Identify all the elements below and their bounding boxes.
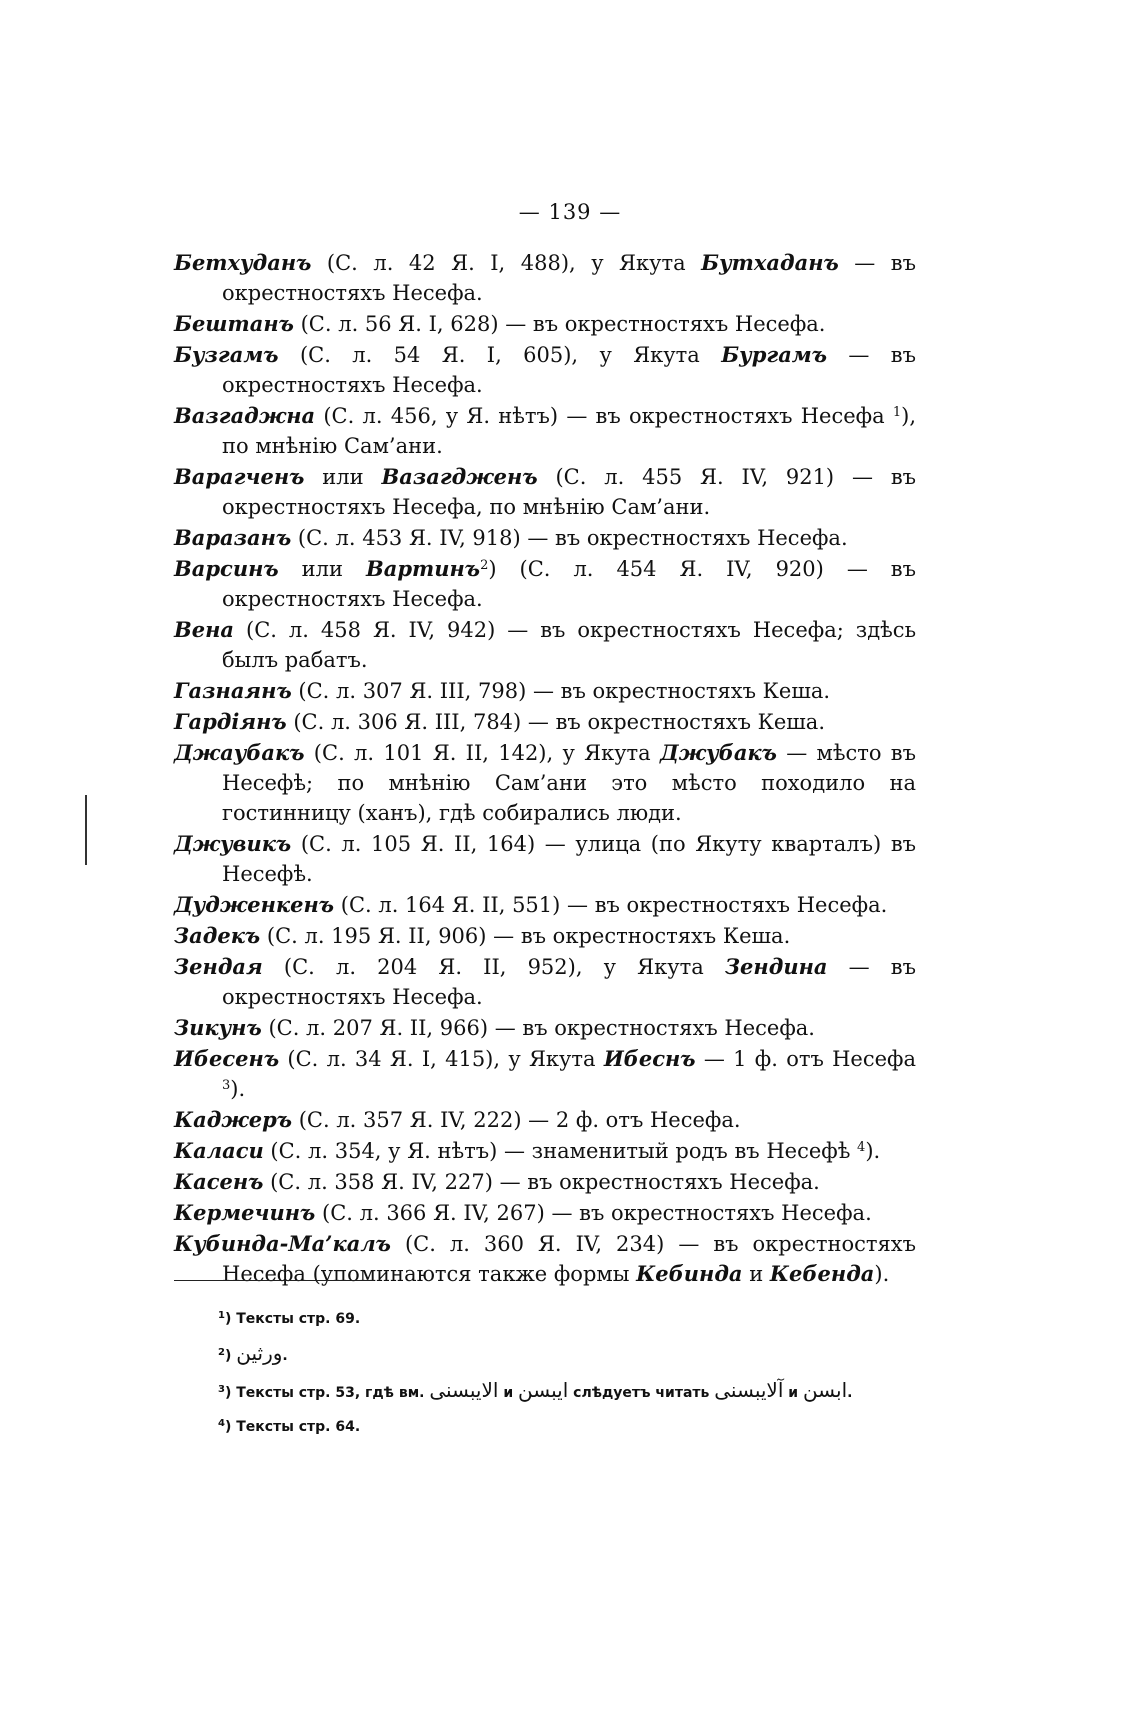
glossary-entry <box>174 1105 916 1135</box>
footnote-text: и <box>498 1385 519 1401</box>
entry-term: Кубинда-Ма’калъ <box>174 1231 391 1256</box>
entry-term: Варсинъ <box>174 556 279 581</box>
entry-term: Джаубакъ <box>174 740 305 765</box>
footnote-number: 4 <box>218 1418 225 1429</box>
footnote-ref: 1 <box>892 405 902 420</box>
glossary-entry <box>174 462 916 522</box>
footnote-ref: 2 <box>480 558 489 573</box>
entry-text: и <box>742 1262 770 1286</box>
glossary-entry <box>174 952 916 1012</box>
glossary-entry <box>174 829 916 889</box>
margin-mark <box>85 795 87 865</box>
entry-variant: Кебенда <box>769 1261 875 1286</box>
entry-text: (С. л. 360 Я. IV, 234) — въ окрестностяхъ Несефа (упоминаются также формы <box>222 1232 916 1286</box>
entry-text: (С. л. 354, у Я. нѣтъ) — знаменитый родъ въ Несефѣ <box>263 1139 858 1163</box>
glossary-entry <box>174 676 916 706</box>
entry-term: Джувикъ <box>174 831 292 856</box>
entry-text: (С. л. 358 Я. IV, 227) — въ окрестностяхъ Несефа. <box>263 1170 820 1194</box>
entry-text: — въ окрестностяхъ Несефа. <box>222 251 916 305</box>
entry-text: (С. л. 455 Я. IV, 921) — въ окрестностяхъ Несефа, по мнѣнію Сам’ани. <box>222 465 917 519</box>
entry-term: Бузгамъ <box>174 342 279 367</box>
entry-term: Вена <box>174 617 235 642</box>
entry-term: Задекъ <box>174 923 261 948</box>
entry-term: Каласи <box>174 1138 264 1163</box>
entry-text: (С. л. 164 Я. II, 551) — въ окрестностяхъ Несефа. <box>334 893 888 917</box>
entry-text: (С. л. 42 Я. I, 488), у Якута <box>311 251 702 275</box>
glossary-entry <box>174 707 916 737</box>
entry-text: (С. л. 105 Я. II, 164) — улица (по Якуту кварталъ) въ Несефѣ. <box>222 832 916 886</box>
arabic-word: الايبسنى <box>429 1378 499 1402</box>
arabic-word: آلايبسنى <box>714 1378 784 1402</box>
footnote <box>218 1373 918 1410</box>
page-number: — 139 — <box>518 200 622 224</box>
entry-term: Ибесенъ <box>174 1046 280 1071</box>
entry-text: — въ окрестностяхъ Несефа. <box>222 955 916 1009</box>
entry-text: (С. л. 34 Я. I, 415), у Якута <box>279 1047 604 1071</box>
entry-text: (С. л. 456, у Я. нѣтъ) — въ окрестностяхъ Несефа <box>315 404 893 428</box>
entry-text: (С. л. 453 Я. IV, 918) — въ окрестностяхъ Несефа. <box>291 526 848 550</box>
entry-variant: Вартинъ <box>365 556 481 581</box>
glossary-entry <box>174 615 916 675</box>
glossary-entry <box>174 1136 916 1166</box>
entry-text: (С. л. 306 Я. III, 784) — въ окрестностяхъ Кеша. <box>286 710 826 734</box>
entry-term: Варагченъ <box>174 464 305 489</box>
footnote-text: и <box>783 1385 803 1401</box>
footnotes <box>218 1302 918 1444</box>
entry-text: ). <box>865 1139 881 1163</box>
glossary-entry <box>174 523 916 553</box>
entry-variant: Ибеснъ <box>603 1046 696 1071</box>
footnote-rule <box>174 1280 374 1281</box>
footnote <box>218 1336 918 1373</box>
footnote-text: ) Тексты стр. 64. <box>224 1419 361 1435</box>
glossary-entry <box>174 1167 916 1197</box>
footnote <box>218 1410 918 1444</box>
entry-text: или <box>278 557 366 581</box>
entry-text: или <box>304 465 382 489</box>
entry-text: (С. л. 195 Я. II, 906) — въ окрестностяхъ Кеша. <box>260 924 791 948</box>
entry-term: Касенъ <box>174 1169 264 1194</box>
entry-text: (С. л. 307 Я. III, 798) — въ окрестностяхъ Кеша. <box>291 679 831 703</box>
entry-variant: Вазагдженъ <box>381 464 538 489</box>
glossary-entry <box>174 248 916 308</box>
arabic-word: ورثين <box>236 1341 283 1365</box>
entry-term: Дудженкенъ <box>174 892 335 917</box>
entry-term: Газнаянъ <box>174 678 292 703</box>
entry-text: ), по мнѣнію Сам’ани. <box>222 404 916 458</box>
glossary-entry <box>174 890 916 920</box>
glossary-entry <box>174 921 916 951</box>
footnote-text: ) Тексты стр. 53, гдѣ вм. <box>224 1385 430 1401</box>
entry-text: (С. л. 56 Я. I, 628) — въ окрестностяхъ Несефа. <box>293 312 826 336</box>
entry-variant: Джубакъ <box>660 740 777 765</box>
entry-text: (С. л. 357 Я. IV, 222) — 2 ф. отъ Несефа. <box>292 1108 741 1132</box>
glossary-entry <box>174 1013 916 1043</box>
entry-term: Зендая <box>174 954 263 979</box>
footnote-text: . <box>847 1385 853 1401</box>
entry-term: Зикунъ <box>174 1015 262 1040</box>
glossary-entries <box>174 248 916 1290</box>
footnote-number: 1 <box>218 1310 225 1321</box>
footnote-number: 3 <box>218 1384 225 1395</box>
entry-term: Кермечинъ <box>174 1200 316 1225</box>
entry-term: Варазанъ <box>174 525 292 550</box>
footnote-text: слѣдуетъ читать <box>568 1385 715 1401</box>
glossary-entry <box>174 401 916 461</box>
entry-text: ). <box>230 1077 246 1101</box>
entry-text: — въ окрестностяхъ Несефа. <box>222 343 916 397</box>
glossary-entry <box>174 738 916 828</box>
entry-variant: Бургамъ <box>721 342 828 367</box>
entry-text: ). <box>874 1262 890 1286</box>
glossary-entry <box>174 1044 916 1104</box>
glossary-entry <box>174 1198 916 1228</box>
entry-text: ) (С. л. 454 Я. IV, 920) — въ окрестностяхъ Несефа. <box>222 557 916 611</box>
entry-text: — мѣсто въ Несефѣ; по мнѣнію Сам’ани это мѣсто походило на гостинницу (ханъ), гдѣ собирались люди. <box>222 741 916 825</box>
entry-text: (С. л. 204 Я. II, 952), у Якута <box>262 955 725 979</box>
entry-text: (С. л. 101 Я. II, 142), у Якута <box>304 741 660 765</box>
footnote-number: 2 <box>218 1347 225 1358</box>
entry-term: Бетхуданъ <box>174 250 312 275</box>
entry-variant: Бутхаданъ <box>701 250 839 275</box>
footnote-text: . <box>282 1348 288 1364</box>
entry-term: Гардіянъ <box>174 709 287 734</box>
arabic-word: ابسن <box>802 1378 848 1402</box>
entry-text: (С. л. 458 Я. IV, 942) — въ окрестностяхъ Несефа; здѣсь былъ рабатъ. <box>222 618 916 672</box>
glossary-entry <box>174 554 916 614</box>
footnote-ref: 3 <box>222 1078 231 1093</box>
glossary-entry <box>174 340 916 400</box>
entry-text: — 1 ф. отъ Несефа <box>695 1047 916 1071</box>
entry-term: Вазгаджна <box>174 403 316 428</box>
entry-term: Каджеръ <box>174 1107 293 1132</box>
footnote-text: ) Тексты стр. 69. <box>224 1311 361 1327</box>
entry-text: (С. л. 54 Я. I, 605), у Якута <box>278 343 722 367</box>
entry-variant: Зендина <box>724 954 828 979</box>
entry-term: Бештанъ <box>174 311 294 336</box>
footnote-ref: 4 <box>857 1140 866 1155</box>
footnote-text: ) <box>224 1348 237 1364</box>
arabic-word: ايبسن <box>518 1378 569 1402</box>
entry-text: (С. л. 207 Я. II, 966) — въ окрестностяхъ Несефа. <box>261 1016 815 1040</box>
entry-text: (С. л. 366 Я. IV, 267) — въ окрестностяхъ Несефа. <box>315 1201 872 1225</box>
entry-variant: Кебинда <box>636 1261 743 1286</box>
footnote <box>218 1302 918 1336</box>
glossary-entry <box>174 309 916 339</box>
